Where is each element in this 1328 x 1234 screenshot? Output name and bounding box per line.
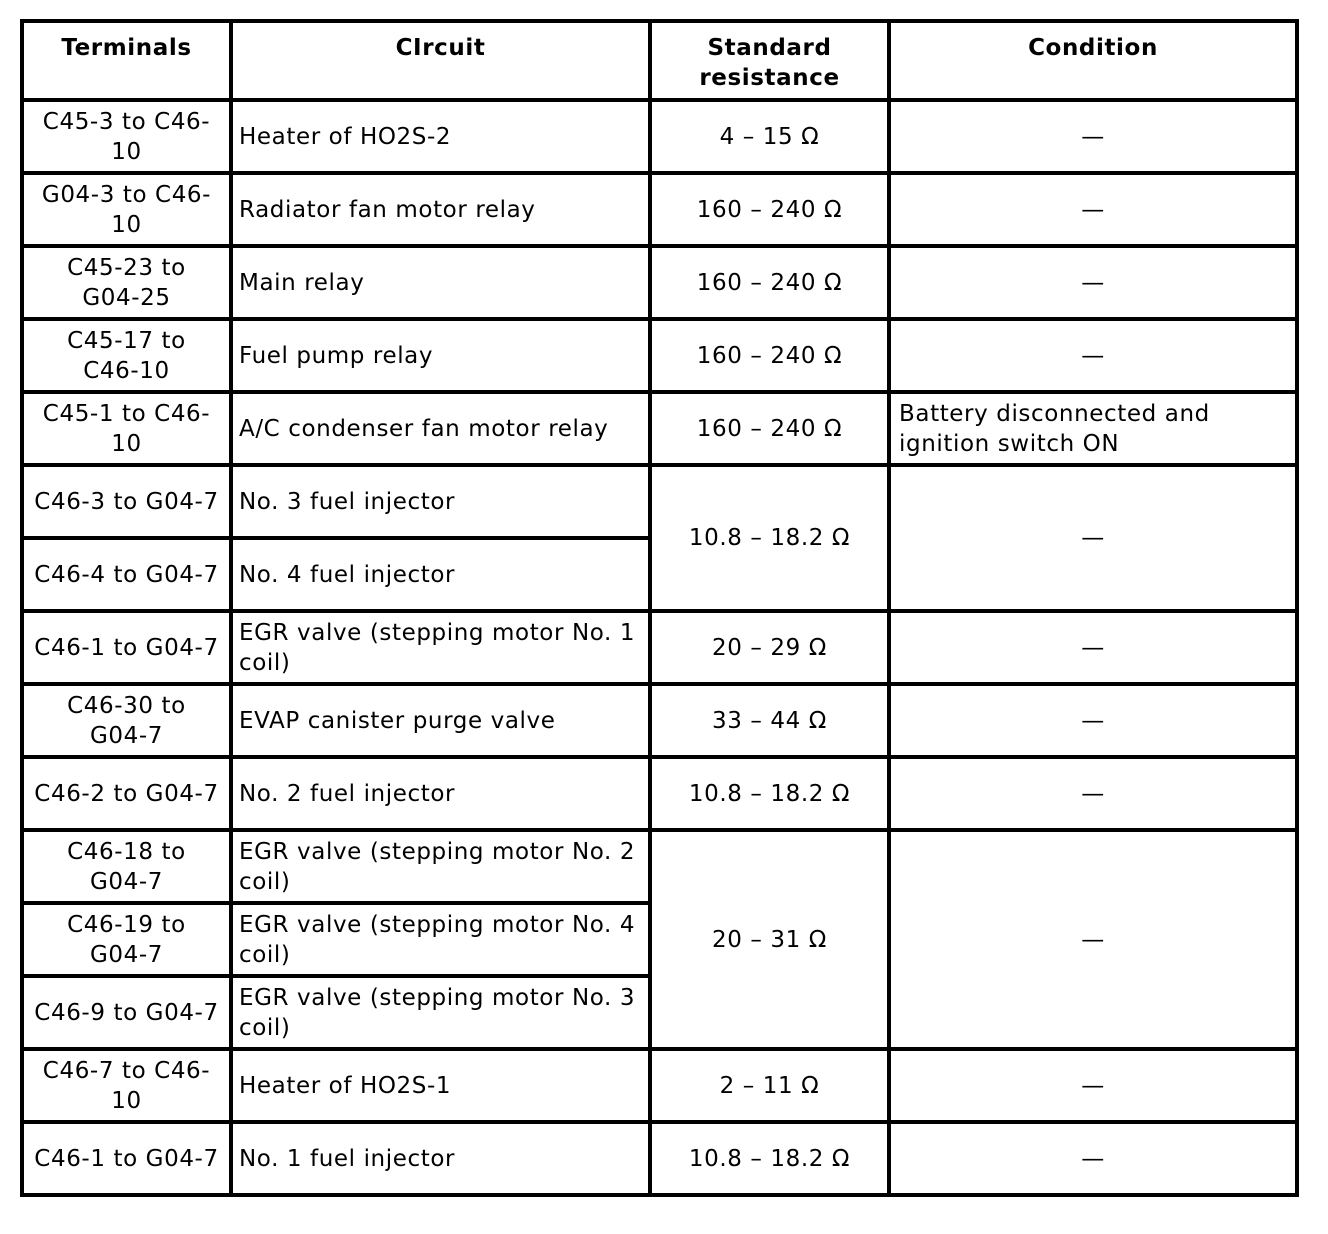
circuit-cell: A/C condenser fan motor relay	[231, 392, 650, 465]
header-standard-resistance: Standard resistance	[650, 21, 889, 100]
terminals-cell: C46-2 to G04-7	[22, 757, 231, 830]
terminals-cell: C46-18 to G04-7	[22, 830, 231, 903]
resistance-cell: 160 – 240 Ω	[650, 246, 889, 319]
table-row	[22, 1049, 1297, 1122]
table-row	[22, 319, 1297, 392]
table-row	[22, 100, 1297, 173]
terminals-cell: C45-1 to C46-10	[22, 392, 231, 465]
resistance-cell: 160 – 240 Ω	[650, 392, 889, 465]
condition-cell: —	[889, 757, 1297, 830]
terminals-cell: C46-4 to G04-7	[22, 538, 231, 611]
circuit-cell: Heater of HO2S-2	[231, 100, 650, 173]
table-row	[22, 246, 1297, 319]
circuit-cell: Main relay	[231, 246, 650, 319]
terminals-cell: C46-19 to G04-7	[22, 903, 231, 976]
header-circuit: CIrcuit	[231, 21, 650, 100]
terminals-cell: C46-30 to G04-7	[22, 684, 231, 757]
table-row	[22, 757, 1297, 830]
table-row	[22, 173, 1297, 246]
resistance-cell: 10.8 – 18.2 Ω	[650, 1122, 889, 1195]
condition-cell: —	[889, 684, 1297, 757]
resistance-cell: 160 – 240 Ω	[650, 173, 889, 246]
resistance-cell: 10.8 – 18.2 Ω	[650, 757, 889, 830]
condition-cell: —	[889, 465, 1297, 611]
circuit-cell: EVAP canister purge valve	[231, 684, 650, 757]
condition-cell: —	[889, 100, 1297, 173]
terminals-cell: C45-23 to G04-25	[22, 246, 231, 319]
condition-cell: —	[889, 1122, 1297, 1195]
condition-cell: —	[889, 246, 1297, 319]
circuit-cell: EGR valve (stepping motor No. 3 coil)	[231, 976, 650, 1049]
condition-cell: —	[889, 611, 1297, 684]
resistance-spec-table	[20, 19, 1299, 1197]
circuit-cell: EGR valve (stepping motor No. 2 coil)	[231, 830, 650, 903]
circuit-cell: No. 3 fuel injector	[231, 465, 650, 538]
table-row	[22, 465, 1297, 538]
circuit-cell: No. 4 fuel injector	[231, 538, 650, 611]
circuit-cell: EGR valve (stepping motor No. 1 coil)	[231, 611, 650, 684]
terminals-cell: C46-1 to G04-7	[22, 611, 231, 684]
table-row	[22, 392, 1297, 465]
circuit-cell: No. 1 fuel injector	[231, 1122, 650, 1195]
resistance-cell: 10.8 – 18.2 Ω	[650, 465, 889, 611]
terminals-cell: G04-3 to C46-10	[22, 173, 231, 246]
condition-cell: —	[889, 319, 1297, 392]
circuit-cell: Radiator fan motor relay	[231, 173, 650, 246]
terminals-cell: C46-9 to G04-7	[22, 976, 231, 1049]
condition-cell: —	[889, 173, 1297, 246]
circuit-cell: Heater of HO2S-1	[231, 1049, 650, 1122]
table-row	[22, 830, 1297, 903]
resistance-cell: 160 – 240 Ω	[650, 319, 889, 392]
terminals-cell: C45-3 to C46-10	[22, 100, 231, 173]
resistance-cell: 2 – 11 Ω	[650, 1049, 889, 1122]
terminals-cell: C46-7 to C46-10	[22, 1049, 231, 1122]
table-row	[22, 611, 1297, 684]
terminals-cell: C45-17 to C46-10	[22, 319, 231, 392]
condition-cell: Battery disconnected and ignition switch ON	[889, 392, 1297, 465]
terminals-cell: C46-3 to G04-7	[22, 465, 231, 538]
header-terminals: Terminals	[22, 21, 231, 100]
terminals-cell: C46-1 to G04-7	[22, 1122, 231, 1195]
resistance-cell: 33 – 44 Ω	[650, 684, 889, 757]
header-condition: Condition	[889, 21, 1297, 100]
table-row	[22, 684, 1297, 757]
circuit-cell: No. 2 fuel injector	[231, 757, 650, 830]
table-row	[22, 1122, 1297, 1195]
resistance-cell: 20 – 31 Ω	[650, 830, 889, 1049]
header-row	[22, 21, 1297, 100]
resistance-cell: 20 – 29 Ω	[650, 611, 889, 684]
condition-cell: —	[889, 1049, 1297, 1122]
condition-cell: —	[889, 830, 1297, 1049]
circuit-cell: Fuel pump relay	[231, 319, 650, 392]
circuit-cell: EGR valve (stepping motor No. 4 coil)	[231, 903, 650, 976]
resistance-cell: 4 – 15 Ω	[650, 100, 889, 173]
